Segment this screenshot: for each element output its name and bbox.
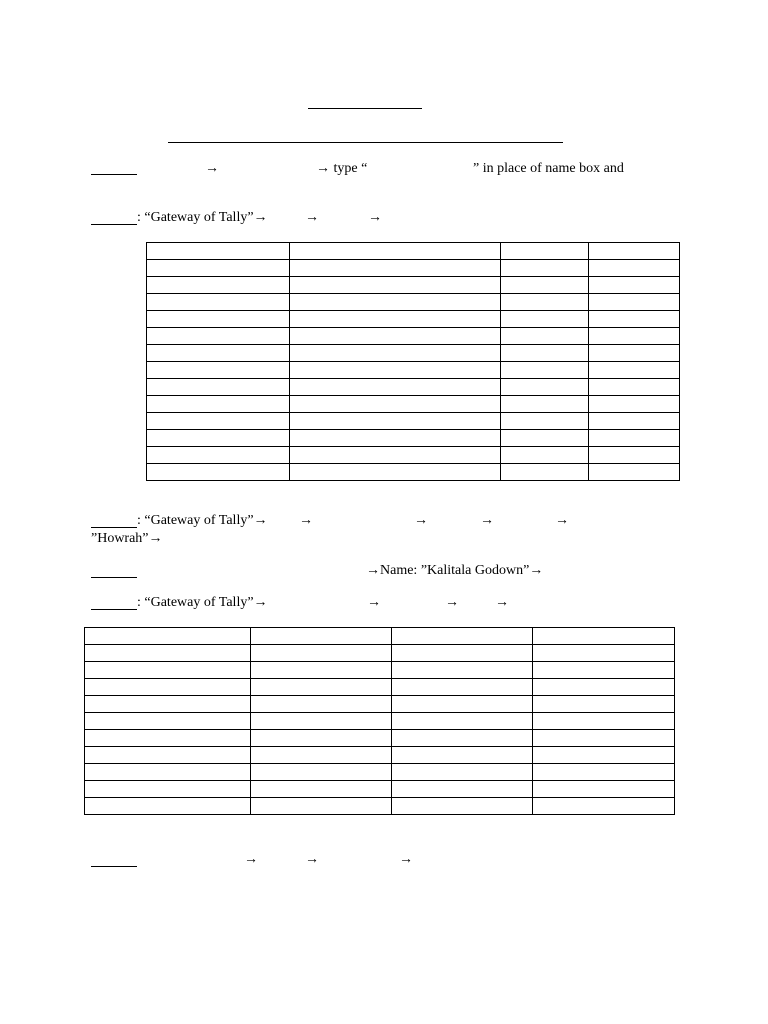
table-row bbox=[147, 311, 680, 328]
table-row bbox=[147, 328, 680, 345]
step-blank bbox=[91, 174, 137, 175]
table-row bbox=[85, 679, 675, 696]
table-row bbox=[85, 730, 675, 747]
gateway-path-text: : “Gateway of Tally”→ bbox=[137, 513, 268, 528]
arrow-text: → bbox=[414, 513, 428, 528]
arrow-text: → bbox=[299, 513, 313, 528]
table-row bbox=[147, 430, 680, 447]
table-one bbox=[146, 242, 680, 481]
table-row bbox=[85, 764, 675, 781]
table-row bbox=[85, 628, 675, 645]
table-row bbox=[147, 396, 680, 413]
step-blank bbox=[91, 577, 137, 578]
table-two bbox=[84, 627, 675, 815]
step-blank bbox=[91, 527, 137, 528]
table-row bbox=[147, 379, 680, 396]
table-row bbox=[147, 277, 680, 294]
arrow-text: → bbox=[205, 161, 219, 176]
step-blank bbox=[91, 224, 137, 225]
table-row bbox=[147, 447, 680, 464]
table-row bbox=[147, 294, 680, 311]
arrow-text: → bbox=[495, 595, 509, 610]
arrow-text: → bbox=[555, 513, 569, 528]
table-row bbox=[147, 345, 680, 362]
gateway-path-text: : “Gateway of Tally”→ bbox=[137, 210, 268, 225]
table-row bbox=[85, 696, 675, 713]
table-row bbox=[85, 662, 675, 679]
arrow-text: → bbox=[445, 595, 459, 610]
table-row bbox=[147, 243, 680, 260]
table-row bbox=[147, 464, 680, 481]
step-blank bbox=[91, 609, 137, 610]
table-row bbox=[85, 747, 675, 764]
table-row bbox=[85, 781, 675, 798]
arrow-text: → bbox=[480, 513, 494, 528]
table-row bbox=[85, 713, 675, 730]
arrow-text: → bbox=[368, 210, 382, 225]
table-row bbox=[147, 362, 680, 379]
arrow-text: → bbox=[305, 210, 319, 225]
table-row bbox=[147, 260, 680, 277]
godown-name-text: →Name: ”Kalitala Godown”→ bbox=[366, 563, 544, 578]
subtitle-underline bbox=[168, 142, 563, 143]
title-underline bbox=[308, 108, 422, 109]
arrow-text: → bbox=[399, 852, 413, 867]
arrow-text: → bbox=[244, 852, 258, 867]
table-row bbox=[85, 798, 675, 815]
gateway-path-text: : “Gateway of Tally”→ bbox=[137, 595, 268, 610]
table-row bbox=[85, 645, 675, 662]
arrow-text: → bbox=[305, 852, 319, 867]
step-blank bbox=[91, 866, 137, 867]
arrow-text: → bbox=[367, 595, 381, 610]
arrow-type-text: → type “ bbox=[316, 161, 368, 176]
table-row bbox=[147, 413, 680, 430]
instruction-text: ” in place of name box and bbox=[473, 161, 624, 176]
howrah-text: ”Howrah”→ bbox=[91, 531, 163, 546]
